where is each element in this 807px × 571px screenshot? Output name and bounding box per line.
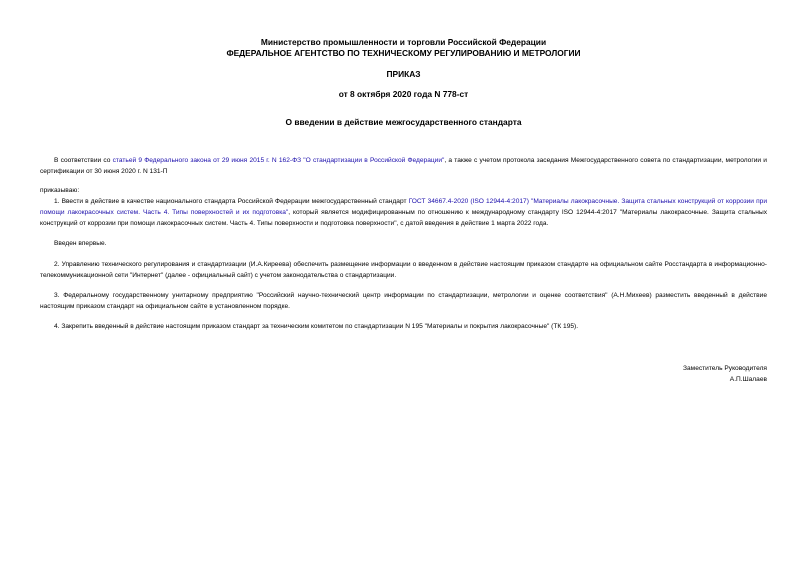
agency-name: ФЕДЕРАЛЬНОЕ АГЕНТСТВО ПО ТЕХНИЧЕСКОМУ РЕГУЛИРОВАНИЮ И МЕТРОЛОГИИ xyxy=(226,48,581,58)
standard-link[interactable]: ГОСТ 34667.4-2020 (ISO 12944-4:2017) "Материалы лакокрасочные. Защита стальных конструкций от коррозии при помощи лакокрасочных систем. Часть 4. Типы поверхностей и их подготовка" xyxy=(40,198,767,216)
document-type: ПРИКАЗ xyxy=(386,69,421,79)
item-1-text-end: , который является модифицированным по отношению к международному стандарту ISO 12944-4:2017 "Материалы лакокрасочные. Защита стальных конструкций от коррозии при помощи лакокрасочных систем. Часть 4. Типы поверхности и подготовка поверхности", с датой введения в действие 1 марта 2022 года. xyxy=(40,209,767,227)
item-1-paragraph xyxy=(40,196,767,229)
preamble-paragraph xyxy=(40,155,767,177)
preamble-text-end: , а также с учетом протокола заседания Межгосударственного совета по стандартизации, метрологии и сертификации от 30 июня 2020 г. N 131-П xyxy=(40,157,767,175)
item-2-paragraph: 2. Управлению технического регулирования и стандартизации (И.А.Киреева) обеспечить размещение информации о введенном в действие настоящим приказом стандарте на официальном сайте Росстандарта в информационно-телекоммуникационной сети "Интернет" (далее - официальный сайт) с учетом законодательства о стандартизации. xyxy=(40,261,767,279)
item-4-paragraph: 4. Закрепить введенный в действие настоящим приказом стандарт за техническим комитетом по стандартизации N 195 "Материалы и покрытия лакокрасочные" (ТК 195). xyxy=(54,323,579,330)
ministry-name: Министерство промышленности и торговли Российской Федерации xyxy=(260,37,547,47)
preamble-text-start: В соответствии со xyxy=(54,157,113,164)
signature-title: Заместитель Руководителя xyxy=(683,365,767,372)
document-subject: О введении в действие межгосударственного стандарта xyxy=(285,117,522,127)
item-3-paragraph: 3. Федеральному государственному унитарному предприятию "Российский научно-технический центр информации по стандартизации, метрологии и оценке соответствия" (А.Н.Михеев) разместить введенный в действие настоящим приказом стандарт на официальном сайте в установленном порядке. xyxy=(40,292,767,310)
law-link[interactable]: статьей 9 Федерального закона от 29 июня 2015 г. N 162-ФЗ "О стандартизации в Российской Федерации" xyxy=(112,157,445,164)
document-date: от 8 октября 2020 года N 778-ст xyxy=(338,89,469,99)
signature-name: А.П.Шалаев xyxy=(729,376,767,383)
item-1-text-start: 1. Ввести в действие в качестве национального стандарта Российской Федерации межгосударственный стандарт xyxy=(54,198,409,205)
introduced-note: Введен впервые. xyxy=(54,240,107,247)
order-word: приказываю: xyxy=(40,187,80,194)
